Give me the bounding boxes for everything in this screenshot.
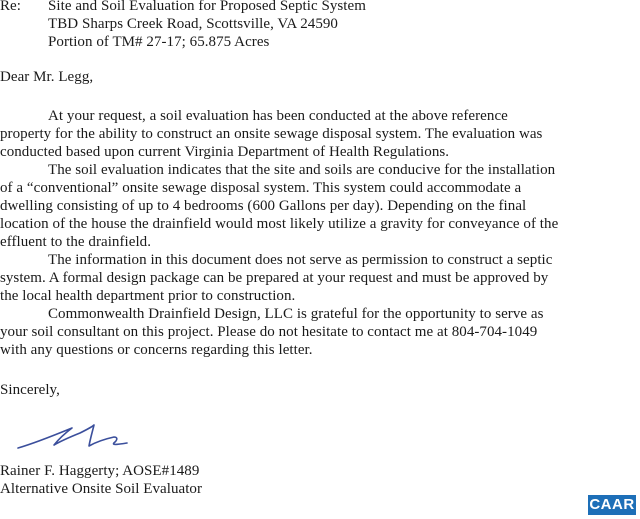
body-line: location of the house the drainfield would most likely utilize a gravity for conveyance of the bbox=[0, 216, 559, 232]
body-line: Commonwealth Drainfield Design, LLC is grateful for the opportunity to serve as bbox=[48, 306, 544, 322]
salutation: Dear Mr. Legg, bbox=[0, 69, 94, 85]
body-line: the local health department prior to construction. bbox=[0, 288, 296, 304]
body-line: effluent to the drainfield. bbox=[0, 234, 152, 250]
parcel-line: Portion of TM# 27-17; 65.875 Acres bbox=[48, 34, 270, 50]
subject-line: Site and Soil Evaluation for Proposed Septic System bbox=[48, 0, 366, 14]
body-line: The information in this document does not serve as permission to construct a septic bbox=[48, 252, 553, 268]
body-line: At your request, a soil evaluation has been conducted at the above reference bbox=[48, 108, 508, 124]
signer-title: Alternative Onsite Soil Evaluator bbox=[0, 481, 203, 497]
body-line: with any questions or concerns regarding this letter. bbox=[0, 342, 313, 358]
signer-name: Rainer F. Haggerty; AOSE#1489 bbox=[0, 463, 200, 479]
body-line: of a “conventional” onsite sewage disposal system. This system could accommodate a bbox=[0, 180, 522, 196]
body-line: conducted based upon current Virginia Department of Health Regulations. bbox=[0, 144, 450, 160]
re-label: Re: bbox=[0, 0, 21, 14]
caar-watermark: CAAR bbox=[589, 496, 635, 513]
body-line: dwelling consisting of up to 4 bedrooms (600 Gallons per day). Depending on the final bbox=[0, 198, 527, 214]
body-line: The soil evaluation indicates that the site and soils are conducive for the installation bbox=[48, 162, 556, 178]
body-line: your soil consultant on this project. Please do not hesitate to contact me at 804-704-1049 bbox=[0, 324, 538, 340]
handwritten-signature-icon bbox=[14, 417, 134, 455]
closing: Sincerely, bbox=[0, 382, 60, 398]
body-line: system. A formal design package can be prepared at your request and must be approved by bbox=[0, 270, 549, 286]
address-line: TBD Sharps Creek Road, Scottsville, VA 24590 bbox=[48, 16, 338, 32]
body-line: property for the ability to construct an onsite sewage disposal system. The evaluation was bbox=[0, 126, 543, 142]
